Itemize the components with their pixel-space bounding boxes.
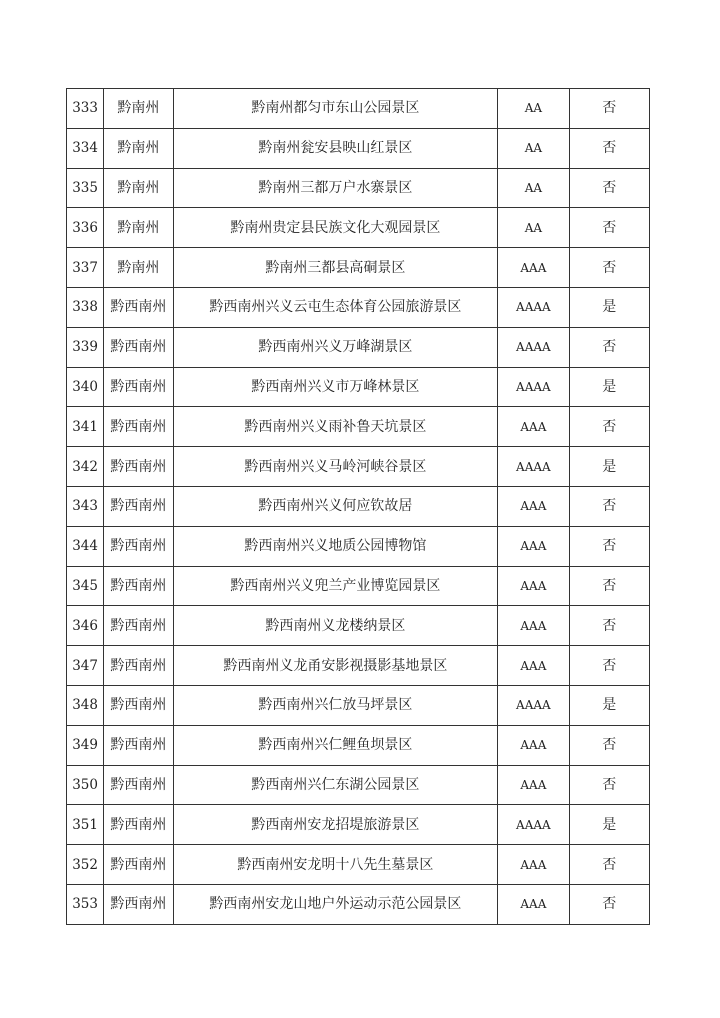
- cell-scenic-name: 黔西南州兴仁鲤鱼坝景区: [173, 725, 498, 765]
- cell-level: AAA: [498, 486, 569, 526]
- cell-flag: 否: [569, 128, 649, 168]
- cell-level: AAA: [498, 646, 569, 686]
- cell-level: AAA: [498, 884, 569, 924]
- cell-scenic-name: 黔南州瓮安县映山红景区: [173, 128, 498, 168]
- table-body: [67, 89, 650, 925]
- cell-city: 黔西南州: [104, 526, 173, 566]
- cell-number: 348: [67, 685, 104, 725]
- cell-city: 黔西南州: [104, 407, 173, 447]
- cell-flag: 是: [569, 287, 649, 327]
- cell-level: AAA: [498, 566, 569, 606]
- table-row: [67, 407, 650, 447]
- cell-flag: 否: [569, 248, 649, 288]
- table-row: [67, 765, 650, 805]
- table-row: [67, 287, 650, 327]
- cell-city: 黔西南州: [104, 725, 173, 765]
- cell-number: 340: [67, 367, 104, 407]
- cell-number: 336: [67, 208, 104, 248]
- cell-scenic-name: 黔西南州兴义何应钦故居: [173, 486, 498, 526]
- cell-city: 黔南州: [104, 89, 173, 129]
- cell-scenic-name: 黔西南州兴义雨补鲁天坑景区: [173, 407, 498, 447]
- cell-scenic-name: 黔西南州安龙山地户外运动示范公园景区: [173, 884, 498, 924]
- cell-level: AAA: [498, 526, 569, 566]
- table-row: [67, 725, 650, 765]
- table-row: [67, 685, 650, 725]
- cell-city: 黔西南州: [104, 845, 173, 885]
- cell-flag: 否: [569, 526, 649, 566]
- cell-flag: 是: [569, 805, 649, 845]
- cell-level: AA: [498, 128, 569, 168]
- cell-scenic-name: 黔西南州兴义马岭河峡谷景区: [173, 447, 498, 487]
- table-row: [67, 89, 650, 129]
- cell-level: AAA: [498, 606, 569, 646]
- table-row: [67, 805, 650, 845]
- cell-city: 黔西南州: [104, 805, 173, 845]
- cell-scenic-name: 黔西南州兴仁放马坪景区: [173, 685, 498, 725]
- cell-scenic-name: 黔西南州义龙楼纳景区: [173, 606, 498, 646]
- cell-scenic-name: 黔南州三都万户水寨景区: [173, 168, 498, 208]
- cell-scenic-name: 黔西南州安龙招堤旅游景区: [173, 805, 498, 845]
- cell-number: 334: [67, 128, 104, 168]
- cell-city: 黔西南州: [104, 765, 173, 805]
- cell-scenic-name: 黔西南州兴仁东湖公园景区: [173, 765, 498, 805]
- cell-city: 黔南州: [104, 208, 173, 248]
- cell-scenic-name: 黔西南州兴义地质公园博物馆: [173, 526, 498, 566]
- cell-city: 黔西南州: [104, 685, 173, 725]
- cell-scenic-name: 黔西南州义龙甬安影视摄影基地景区: [173, 646, 498, 686]
- table-row: [67, 128, 650, 168]
- cell-number: 341: [67, 407, 104, 447]
- cell-number: 345: [67, 566, 104, 606]
- cell-flag: 否: [569, 725, 649, 765]
- cell-level: AAAA: [498, 367, 569, 407]
- cell-scenic-name: 黔西南州兴义云屯生态体育公园旅游景区: [173, 287, 498, 327]
- cell-level: AAA: [498, 765, 569, 805]
- cell-scenic-name: 黔西南州兴义市万峰林景区: [173, 367, 498, 407]
- table-row: [67, 566, 650, 606]
- cell-number: 337: [67, 248, 104, 288]
- cell-city: 黔南州: [104, 248, 173, 288]
- cell-scenic-name: 黔西南州安龙明十八先生墓景区: [173, 845, 498, 885]
- cell-number: 347: [67, 646, 104, 686]
- cell-flag: 是: [569, 367, 649, 407]
- cell-scenic-name: 黔南州贵定县民族文化大观园景区: [173, 208, 498, 248]
- cell-scenic-name: 黔南州三都县高硐景区: [173, 248, 498, 288]
- cell-flag: 是: [569, 685, 649, 725]
- cell-city: 黔西南州: [104, 287, 173, 327]
- cell-number: 350: [67, 765, 104, 805]
- cell-level: AAAA: [498, 287, 569, 327]
- cell-city: 黔西南州: [104, 486, 173, 526]
- cell-flag: 否: [569, 566, 649, 606]
- table-row: [67, 486, 650, 526]
- cell-flag: 否: [569, 884, 649, 924]
- cell-number: 344: [67, 526, 104, 566]
- cell-flag: 否: [569, 765, 649, 805]
- cell-number: 351: [67, 805, 104, 845]
- cell-level: AAA: [498, 248, 569, 288]
- cell-city: 黔南州: [104, 128, 173, 168]
- table-row: [67, 845, 650, 885]
- cell-level: AAA: [498, 845, 569, 885]
- table-row: [67, 168, 650, 208]
- cell-city: 黔西南州: [104, 367, 173, 407]
- cell-flag: 否: [569, 327, 649, 367]
- cell-city: 黔西南州: [104, 327, 173, 367]
- table-row: [67, 367, 650, 407]
- table-row: [67, 884, 650, 924]
- cell-flag: 否: [569, 486, 649, 526]
- table-row: [67, 606, 650, 646]
- cell-number: 353: [67, 884, 104, 924]
- cell-number: 339: [67, 327, 104, 367]
- cell-number: 342: [67, 447, 104, 487]
- cell-scenic-name: 黔西南州兴义兜兰产业博览园景区: [173, 566, 498, 606]
- cell-city: 黔西南州: [104, 447, 173, 487]
- cell-level: AAAA: [498, 447, 569, 487]
- cell-flag: 否: [569, 168, 649, 208]
- cell-flag: 否: [569, 606, 649, 646]
- cell-flag: 否: [569, 89, 649, 129]
- table-row: [67, 248, 650, 288]
- cell-flag: 否: [569, 646, 649, 686]
- scenic-area-table: [66, 88, 650, 925]
- cell-number: 333: [67, 89, 104, 129]
- cell-level: AAAA: [498, 327, 569, 367]
- table-row: [67, 208, 650, 248]
- cell-number: 335: [67, 168, 104, 208]
- cell-number: 343: [67, 486, 104, 526]
- table-row: [67, 327, 650, 367]
- cell-number: 349: [67, 725, 104, 765]
- cell-flag: 是: [569, 447, 649, 487]
- cell-scenic-name: 黔西南州兴义万峰湖景区: [173, 327, 498, 367]
- cell-level: AAAA: [498, 805, 569, 845]
- cell-level: AA: [498, 168, 569, 208]
- cell-level: AA: [498, 89, 569, 129]
- cell-number: 346: [67, 606, 104, 646]
- cell-level: AAAA: [498, 685, 569, 725]
- cell-flag: 否: [569, 208, 649, 248]
- cell-city: 黔西南州: [104, 606, 173, 646]
- cell-level: AAA: [498, 725, 569, 765]
- table-row: [67, 646, 650, 686]
- cell-level: AAA: [498, 407, 569, 447]
- document-page: [66, 88, 650, 925]
- cell-city: 黔西南州: [104, 566, 173, 606]
- cell-scenic-name: 黔南州都匀市东山公园景区: [173, 89, 498, 129]
- cell-flag: 否: [569, 407, 649, 447]
- cell-city: 黔西南州: [104, 884, 173, 924]
- table-row: [67, 447, 650, 487]
- cell-number: 352: [67, 845, 104, 885]
- cell-flag: 否: [569, 845, 649, 885]
- cell-level: AA: [498, 208, 569, 248]
- cell-city: 黔南州: [104, 168, 173, 208]
- table-row: [67, 526, 650, 566]
- cell-number: 338: [67, 287, 104, 327]
- cell-city: 黔西南州: [104, 646, 173, 686]
